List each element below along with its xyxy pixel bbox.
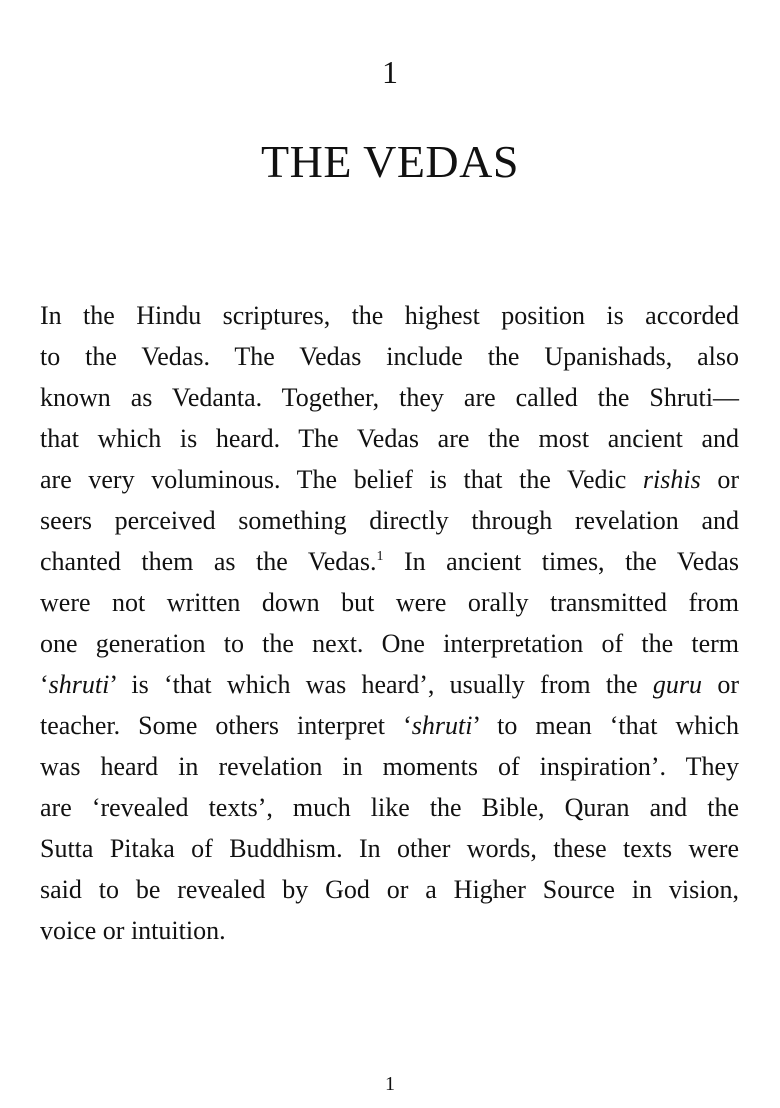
text-segment: that which is heard. The Vedas are the most ancient and xyxy=(40,424,739,453)
italic-term: shruti xyxy=(411,711,473,740)
text-line xyxy=(40,746,739,787)
italic-term: rishis xyxy=(642,465,701,494)
text-segment: one generation to the next. One interpretation of the term xyxy=(40,629,739,658)
text-segment: seers perceived something directly through revelation and xyxy=(40,506,739,535)
italic-term: guru xyxy=(652,670,703,699)
text-segment: ‘ xyxy=(40,670,49,699)
text-segment: to the Vedas. The Vedas include the Upanishads, also xyxy=(40,342,739,371)
text-segment: teacher. Some others interpret ‘ xyxy=(40,711,412,740)
text-line xyxy=(40,910,739,951)
text-line xyxy=(40,869,739,910)
text-line xyxy=(40,582,739,623)
text-segment: Sutta Pitaka of Buddhism. In other words, these texts were xyxy=(40,834,739,863)
text-segment: known as Vedanta. Together, they are called the Shruti— xyxy=(40,383,739,412)
text-segment: In ancient times, the Vedas xyxy=(383,547,739,576)
text-line xyxy=(40,828,739,869)
text-segment: ’ is ‘that which was heard’, usually from the xyxy=(109,670,653,699)
text-line xyxy=(40,459,739,500)
text-segment: voice or intuition. xyxy=(40,916,226,945)
text-line xyxy=(40,705,739,746)
text-segment: said to be revealed by God or a Higher Source in vision, xyxy=(40,875,739,904)
text-segment: or xyxy=(702,670,739,699)
text-line xyxy=(40,623,739,664)
text-line xyxy=(40,787,739,828)
text-segment: In the Hindu scriptures, the highest position is accorded xyxy=(40,301,739,330)
text-segment: are very voluminous. The belief is that the Vedic xyxy=(40,465,643,494)
text-segment: chanted them as the Vedas. xyxy=(40,547,377,576)
italic-term: shruti xyxy=(48,670,110,699)
text-line xyxy=(40,377,739,418)
text-segment: ’ to mean ‘that which xyxy=(472,711,739,740)
text-segment: are ‘revealed texts’, much like the Bible, Quran and the xyxy=(40,793,739,822)
text-segment: or xyxy=(700,465,739,494)
body-paragraph xyxy=(40,295,739,951)
footnote-marker: 1 xyxy=(376,549,384,564)
text-line xyxy=(40,336,739,377)
text-line xyxy=(40,500,739,541)
text-line xyxy=(40,295,739,336)
chapter-number: 1 xyxy=(382,54,398,90)
page-number: 1 xyxy=(385,1073,395,1095)
text-segment: were not written down but were orally transmitted from xyxy=(40,588,739,617)
text-line xyxy=(40,418,739,459)
chapter-title: THE VEDAS xyxy=(261,136,519,187)
text-segment: was heard in revelation in moments of inspiration’. They xyxy=(40,752,739,781)
text-line xyxy=(40,664,739,705)
text-line xyxy=(40,541,739,582)
